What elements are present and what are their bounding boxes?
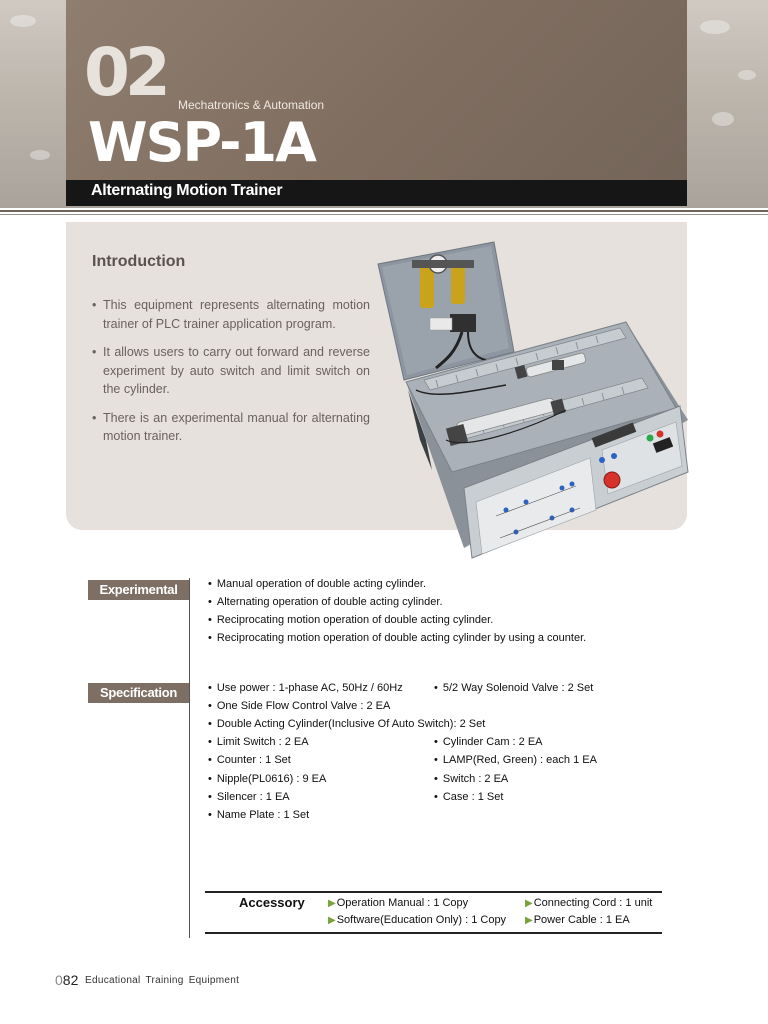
spec-item: • LAMP(Red, Green) : each 1 EA xyxy=(434,754,597,767)
accessory-item: ▶Connecting Cord : 1 unit xyxy=(525,897,653,909)
list-item: • Alternating operation of double acting cylinder. xyxy=(208,596,443,609)
arrow-icon: ▶ xyxy=(328,915,336,926)
spec-item: • Counter : 1 Set xyxy=(208,754,291,767)
spec-item: • 5/2 Way Solenoid Valve : 2 Set xyxy=(434,682,593,695)
arrow-icon: ▶ xyxy=(525,915,533,926)
spec-item: • Use power : 1-phase AC, 50Hz / 60Hz xyxy=(208,682,403,695)
category-label: Mechatronics & Automation xyxy=(178,98,325,112)
accessory-item: ▶Software(Education Only) : 1 Copy xyxy=(328,914,507,926)
header-rule xyxy=(0,210,768,212)
list-item: • Reciprocating motion operation of double acting cylinder. xyxy=(208,614,493,627)
spec-item: • Cylinder Cam : 2 EA xyxy=(434,736,543,749)
accessory-item: ▶Operation Manual : 1 Copy xyxy=(328,897,469,909)
spec-item: • One Side Flow Control Valve : 2 EA xyxy=(208,700,390,713)
spec-item: • Switch : 2 EA xyxy=(434,773,508,786)
spec-item: • Name Plate : 1 Set xyxy=(208,809,309,822)
spec-item: • Double Acting Cylinder(Inclusive Of Auto Switch): 2 Set xyxy=(208,718,485,731)
section-divider-line xyxy=(189,578,190,938)
specification-label: Specification xyxy=(88,683,189,703)
section-number: 02 xyxy=(84,34,166,111)
header-rule-thin xyxy=(0,214,768,215)
spec-item: • Limit Switch : 2 EA xyxy=(208,736,309,749)
spec-item: • Case : 1 Set xyxy=(434,791,503,804)
product-photo xyxy=(376,240,692,566)
list-item: • Reciprocating motion operation of double acting cylinder by using a counter. xyxy=(208,632,586,645)
accessory-label: Accessory xyxy=(239,895,305,910)
arrow-icon: ▶ xyxy=(328,898,336,909)
footer-text: Educational Training Equipment xyxy=(85,975,240,986)
arrow-icon: ▶ xyxy=(525,898,533,909)
page-number: 082 xyxy=(55,972,79,988)
intro-item: • This equipment represents alternating motion trainer of PLC trainer application program. xyxy=(92,296,370,333)
spec-item: • Nipple(PL0616) : 9 EA xyxy=(208,773,326,786)
spec-item: • Silencer : 1 EA xyxy=(208,791,290,804)
experimental-list-label: Experimental List xyxy=(88,580,189,600)
intro-list xyxy=(92,296,370,456)
intro-item: • It allows users to carry out forward and reverse experiment by auto switch and limit switch on the cylinder. xyxy=(92,343,370,399)
intro-item: • There is an experimental manual for alternating motion trainer. xyxy=(92,409,370,446)
accessory-item: ▶Power Cable : 1 EA xyxy=(525,914,630,926)
model-title: WSP-1A xyxy=(88,111,315,174)
product-subtitle: Alternating Motion Trainer xyxy=(91,182,283,199)
accessory-bottom-rule xyxy=(205,932,662,934)
intro-title: Introduction xyxy=(92,253,186,270)
list-item: • Manual operation of double acting cylinder. xyxy=(208,578,426,591)
accessory-top-rule xyxy=(205,891,662,893)
